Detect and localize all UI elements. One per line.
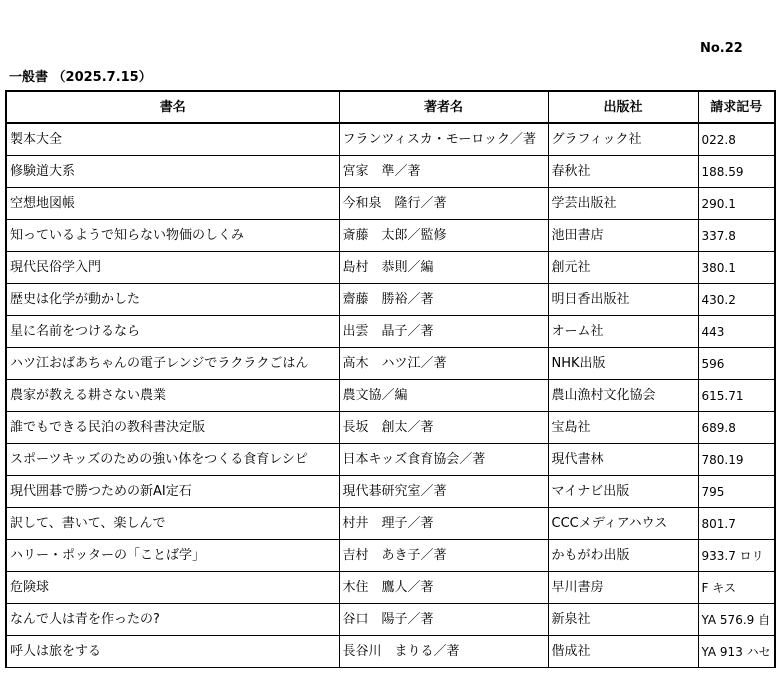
- call-number-cell: 795: [698, 476, 775, 508]
- author-cell: 吉村 あき子／著: [339, 540, 548, 572]
- table-row: [6, 316, 775, 348]
- book-title-cell: 修験道大系: [6, 156, 339, 188]
- call-number-cell: 615.71: [698, 380, 775, 412]
- table-row: [6, 380, 775, 412]
- table-row: [6, 284, 775, 316]
- book-title-cell: 知っているようで知らない物価のしくみ: [6, 220, 339, 252]
- publisher-cell: マイナビ出版: [548, 476, 698, 508]
- call-number-cell: 380.1: [698, 252, 775, 284]
- call-number-cell: 188.59: [698, 156, 775, 188]
- publisher-cell: 創元社: [548, 252, 698, 284]
- table-row: [6, 348, 775, 380]
- publisher-cell: 現代書林: [548, 444, 698, 476]
- book-title-cell: 危険球: [6, 572, 339, 604]
- table-row: [6, 540, 775, 572]
- table-row: [6, 220, 775, 252]
- book-title-cell: 製本大全: [6, 123, 339, 156]
- call-number-cell: 337.8: [698, 220, 775, 252]
- publisher-cell: かもがわ出版: [548, 540, 698, 572]
- book-title-cell: 歴史は化学が動かした: [6, 284, 339, 316]
- author-cell: 今和泉 隆行／著: [339, 188, 548, 220]
- publisher-cell: 早川書房: [548, 572, 698, 604]
- table-row: [6, 123, 775, 156]
- author-cell: 齋藤 勝裕／著: [339, 284, 548, 316]
- call-number-cell: 596: [698, 348, 775, 380]
- author-cell: 日本キッズ食育協会／著: [339, 444, 548, 476]
- book-title-cell: 星に名前をつけるなら: [6, 316, 339, 348]
- author-cell: 長坂 創太／著: [339, 412, 548, 444]
- publisher-cell: NHK出版: [548, 348, 698, 380]
- header-author: 著者名: [339, 91, 548, 123]
- author-cell: 現代碁研究室／著: [339, 476, 548, 508]
- table-row: [6, 476, 775, 508]
- list-heading: 一般書 （2025.7.15）: [9, 70, 152, 85]
- author-cell: 斎藤 太郎／監修: [339, 220, 548, 252]
- call-number-cell: 290.1: [698, 188, 775, 220]
- table-row: [6, 252, 775, 284]
- author-cell: 出雲 晶子／著: [339, 316, 548, 348]
- author-cell: 村井 理子／著: [339, 508, 548, 540]
- book-title-cell: 現代民俗学入門: [6, 252, 339, 284]
- book-title-cell: 空想地図帳: [6, 188, 339, 220]
- publisher-cell: 農山漁村文化協会: [548, 380, 698, 412]
- book-title-cell: ハリー・ポッターの「ことば学」: [6, 540, 339, 572]
- call-number-cell: F キス: [698, 572, 775, 604]
- table-row: [6, 156, 775, 188]
- book-title-cell: ハツ江おばあちゃんの電子レンジでラクラクごはん: [6, 348, 339, 380]
- publisher-cell: 宝島社: [548, 412, 698, 444]
- publisher-cell: 池田書店: [548, 220, 698, 252]
- call-number-cell: 780.19: [698, 444, 775, 476]
- call-number-cell: 801.7: [698, 508, 775, 540]
- author-cell: 島村 恭則／編: [339, 252, 548, 284]
- call-number-cell: 933.7 ロリ: [698, 540, 775, 572]
- author-cell: 長谷川 まりる／著: [339, 636, 548, 668]
- author-cell: フランツィスカ・モーロック／著: [339, 123, 548, 156]
- table-row: [6, 412, 775, 444]
- table-header-row: [6, 91, 775, 123]
- header-call-number: 請求記号: [698, 91, 775, 123]
- author-cell: 農文協／編: [339, 380, 548, 412]
- author-cell: 木住 鷹人／著: [339, 572, 548, 604]
- call-number-cell: 689.8: [698, 412, 775, 444]
- header-publisher: 出版社: [548, 91, 698, 123]
- author-cell: 高木 ハツ江／著: [339, 348, 548, 380]
- book-title-cell: スポーツキッズのための強い体をつくる食育レシピ: [6, 444, 339, 476]
- table-row: [6, 444, 775, 476]
- table-row: [6, 572, 775, 604]
- publisher-cell: オーム社: [548, 316, 698, 348]
- book-title-cell: 訳して、書いて、楽しんで: [6, 508, 339, 540]
- book-title-cell: 農家が教える耕さない農業: [6, 380, 339, 412]
- publisher-cell: CCCメディアハウス: [548, 508, 698, 540]
- book-title-cell: 呼人は旅をする: [6, 636, 339, 668]
- book-title-cell: なんで人は青を作ったの?: [6, 604, 339, 636]
- document-number: No.22: [700, 41, 743, 56]
- book-title-cell: 誰でもできる民泊の教科書決定版: [6, 412, 339, 444]
- publisher-cell: 春秋社: [548, 156, 698, 188]
- book-title-cell: 現代囲碁で勝つための新AI定石: [6, 476, 339, 508]
- call-number-cell: 430.2: [698, 284, 775, 316]
- call-number-cell: YA 576.9 自: [698, 604, 775, 636]
- author-cell: 谷口 陽子／著: [339, 604, 548, 636]
- call-number-cell: 022.8: [698, 123, 775, 156]
- book-list-table: [5, 90, 776, 668]
- header-title: 書名: [6, 91, 339, 123]
- author-cell: 宮家 準／著: [339, 156, 548, 188]
- call-number-cell: 443: [698, 316, 775, 348]
- table-row: [6, 636, 775, 668]
- publisher-cell: 偕成社: [548, 636, 698, 668]
- table-row: [6, 508, 775, 540]
- call-number-cell: YA 913 ハセ: [698, 636, 775, 668]
- publisher-cell: 明日香出版社: [548, 284, 698, 316]
- publisher-cell: 学芸出版社: [548, 188, 698, 220]
- table-row: [6, 604, 775, 636]
- publisher-cell: グラフィック社: [548, 123, 698, 156]
- publisher-cell: 新泉社: [548, 604, 698, 636]
- table-row: [6, 188, 775, 220]
